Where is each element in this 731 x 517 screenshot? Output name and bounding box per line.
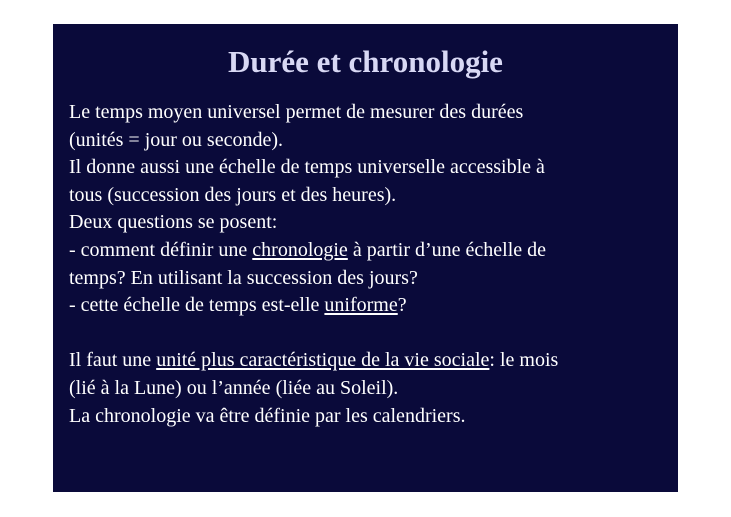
text-segment: tous (succession des jours et des heures). <box>69 183 397 206</box>
text-segment: à partir d’une échelle de <box>347 238 547 261</box>
text-segment: ? <box>397 294 407 317</box>
body-line <box>69 99 669 127</box>
underlined-term-uniforme: uniforme <box>324 294 398 317</box>
body-line <box>69 375 669 403</box>
underlined-term-unite: unité plus caractéristique de la vie sociale <box>156 349 490 372</box>
slide-body <box>69 99 669 430</box>
text-segment: Le temps moyen universel permet de mesurer des durées <box>69 101 524 123</box>
text-segment: temps? En utilisant la succession des jours? <box>69 266 418 289</box>
text-segment: : le mois <box>489 349 559 372</box>
text-segment: Deux questions se posent: <box>69 211 278 234</box>
blank-line <box>69 320 669 348</box>
text-segment: Il faut une <box>69 349 157 372</box>
body-line <box>69 237 669 265</box>
body-line <box>69 154 669 182</box>
body-line <box>69 265 669 293</box>
text-segment: (unités = jour ou seconde). <box>69 128 284 151</box>
slide-title: Durée et chronologie <box>228 44 503 79</box>
text-segment: La chronologie va être définie par les calendriers. <box>69 404 466 427</box>
underlined-term-chronologie: chronologie <box>252 238 348 261</box>
text-segment: (lié à la Lune) ou l’année (liée au Soleil). <box>69 376 399 399</box>
body-line <box>69 127 669 155</box>
body-line <box>69 209 669 237</box>
body-line <box>69 347 669 375</box>
text-segment: - comment définir une <box>69 238 253 261</box>
body-line <box>69 403 669 431</box>
body-line <box>69 182 669 210</box>
body-line <box>69 292 669 320</box>
slide <box>53 24 678 492</box>
text-segment: Il donne aussi une échelle de temps universelle accessible à <box>69 156 545 179</box>
text-segment: - cette échelle de temps est-elle <box>69 294 325 317</box>
